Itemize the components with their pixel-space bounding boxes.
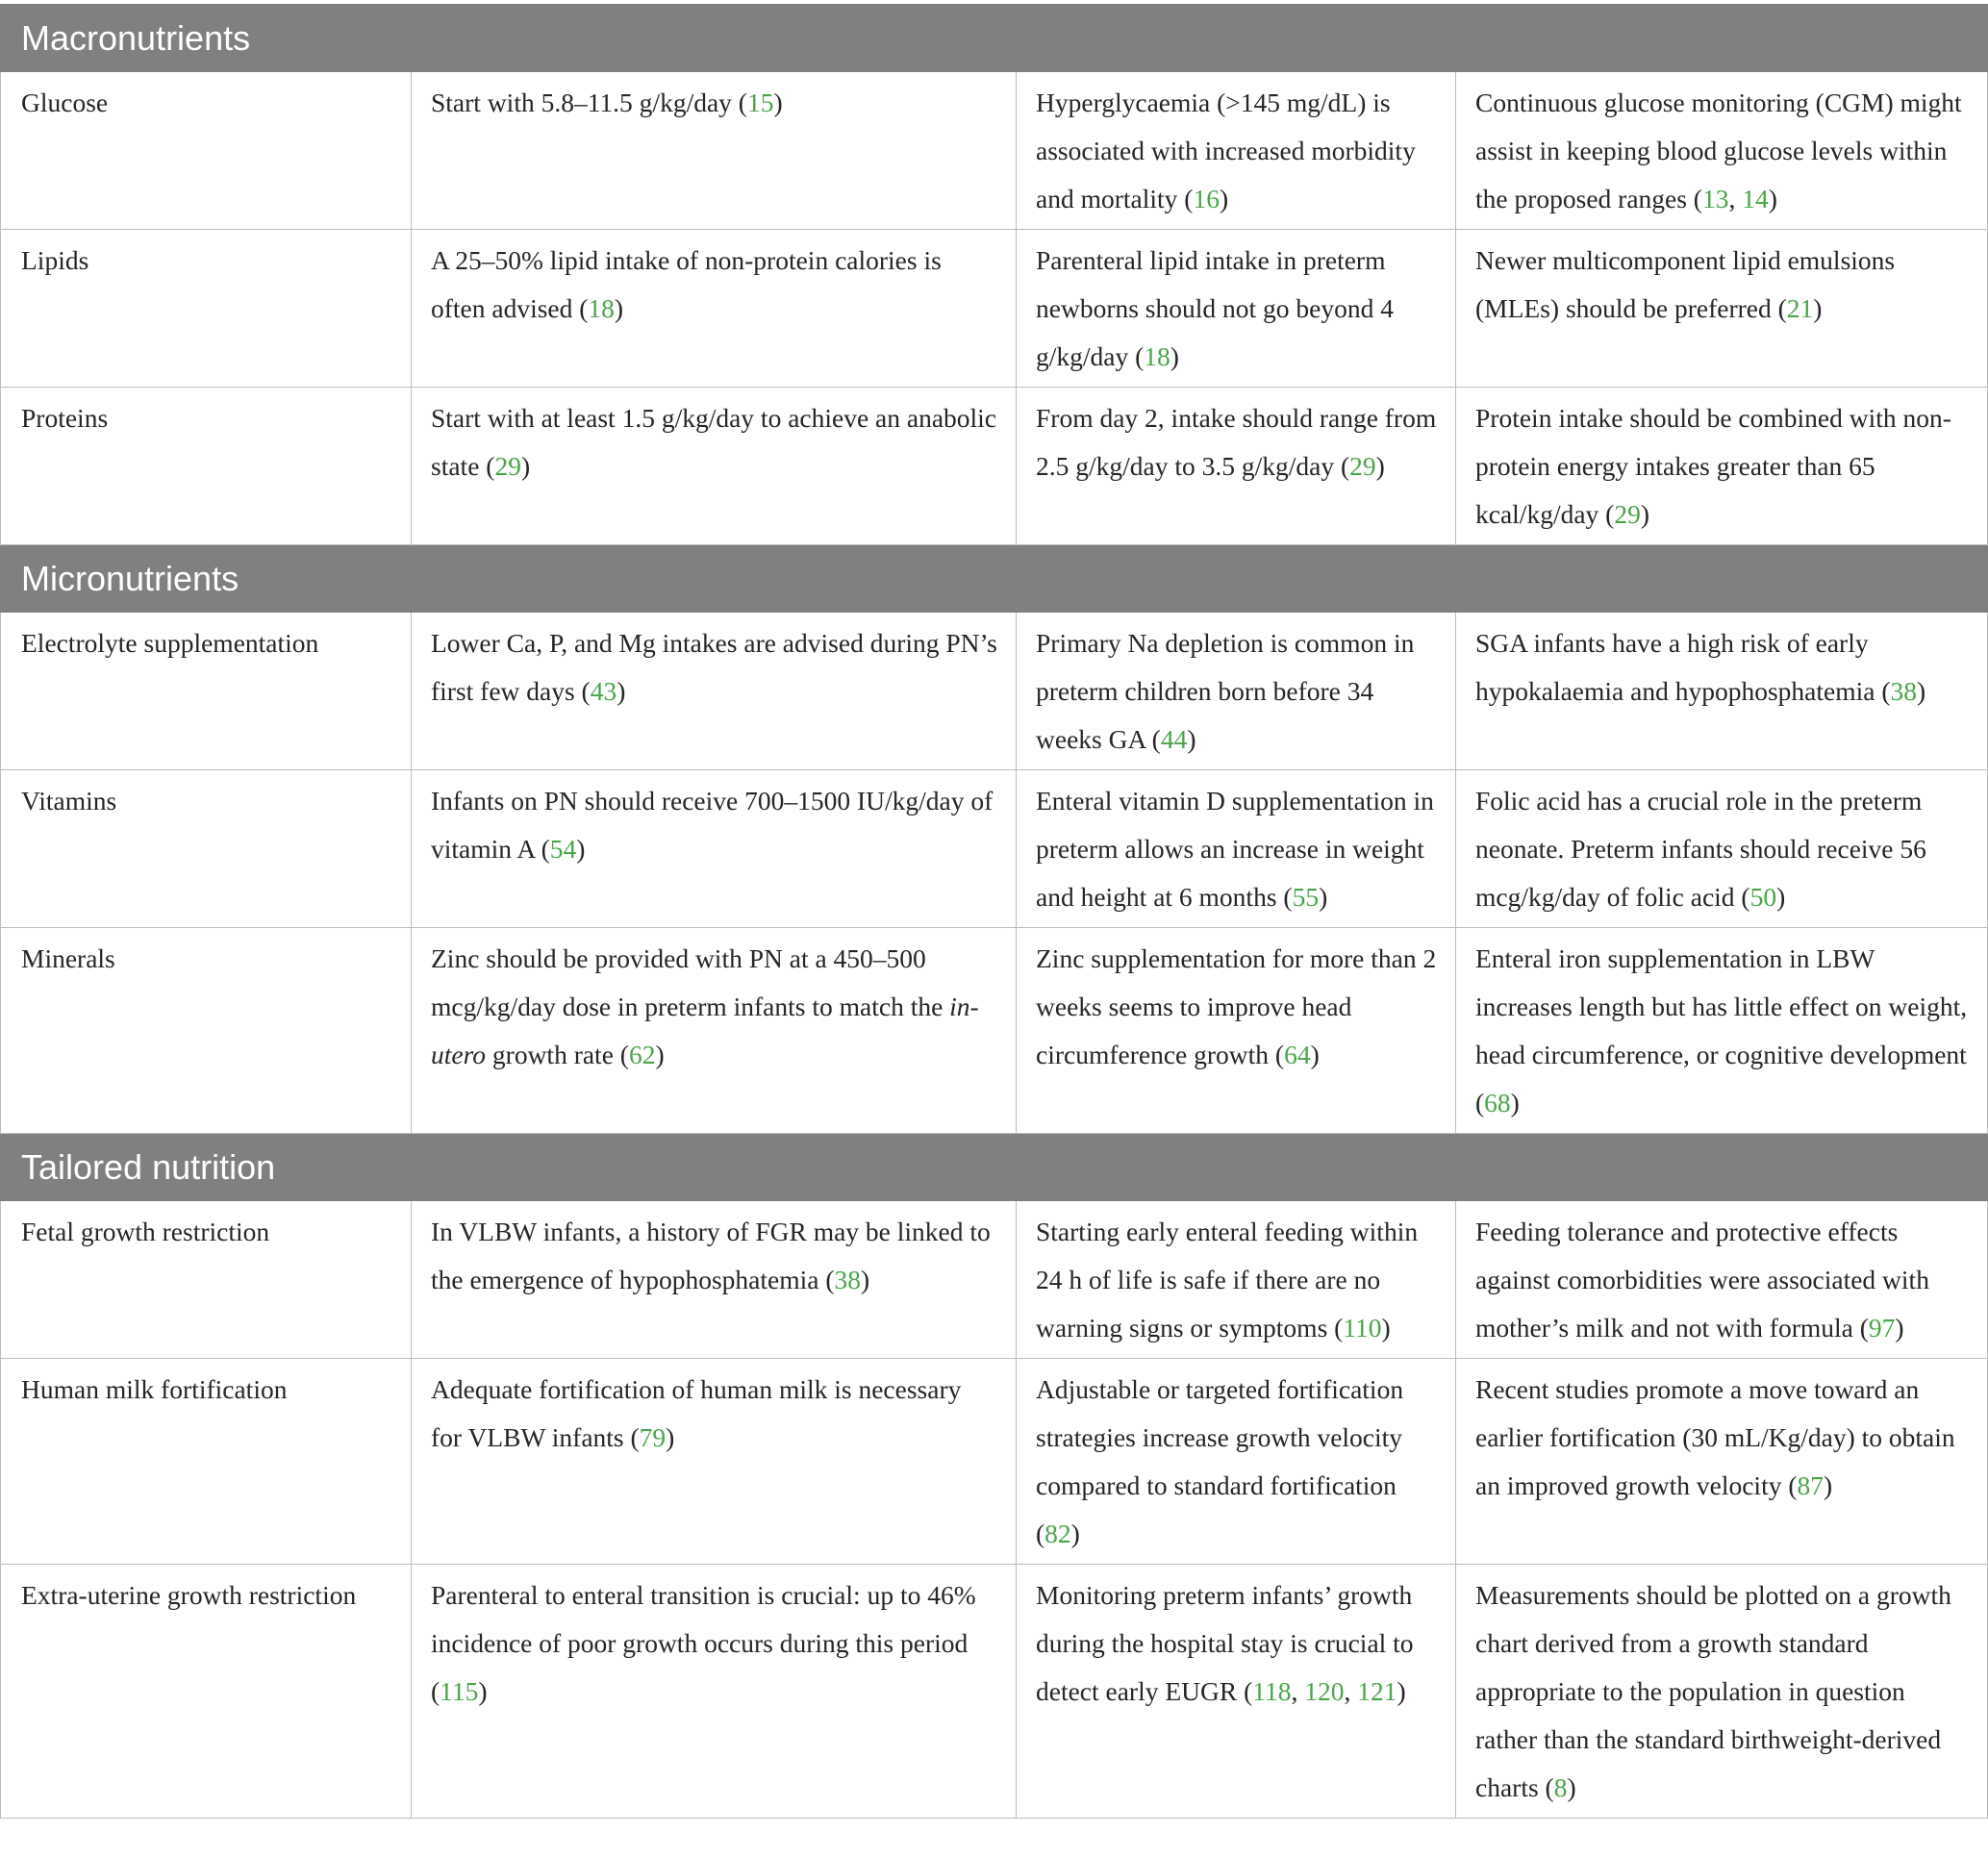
table-cell: [1017, 928, 1456, 1134]
cell-text: Infants on PN should receive 700–1500 IU/kg/day of vitamin A (: [431, 786, 994, 864]
cell-text: Feeding tolerance and protective effects against comorbidities were associated with mother’s milk and not with formula (: [1475, 1217, 1929, 1343]
reference-link[interactable]: 8: [1553, 1772, 1568, 1802]
section-title: Macronutrients: [1, 5, 1988, 72]
reference-link[interactable]: 38: [834, 1265, 861, 1294]
section-header-row: [1, 545, 1988, 613]
cell-text: ): [1397, 1676, 1406, 1706]
cell-text: growth rate (: [486, 1040, 629, 1069]
table-cell: [1017, 72, 1456, 230]
cell-text: Lower Ca, P, and Mg intakes are advised during PN’s first few days (: [431, 628, 997, 706]
table-cell: [1456, 230, 1988, 388]
cell-text: ): [1219, 184, 1229, 213]
cell-text: ): [614, 293, 624, 323]
row-label: Vitamins: [1, 770, 412, 928]
reference-link[interactable]: 29: [494, 451, 521, 481]
reference-link[interactable]: 120: [1304, 1676, 1345, 1706]
cell-text: Parenteral lipid intake in preterm newborns should not go beyond 4 g/kg/day (: [1036, 245, 1394, 371]
reference-link[interactable]: 87: [1797, 1470, 1824, 1500]
cell-text: ): [1776, 882, 1786, 912]
reference-link[interactable]: 110: [1343, 1313, 1382, 1343]
table-row: [1, 613, 1988, 770]
section-title: Tailored nutrition: [1, 1134, 1988, 1201]
table-cell: [412, 928, 1017, 1134]
table-cell: [412, 770, 1017, 928]
cell-text: Monitoring preterm infants’ growth during the hospital stay is crucial to detect early EUGR (: [1036, 1580, 1414, 1706]
row-label: Proteins: [1, 388, 412, 545]
row-label: Glucose: [1, 72, 412, 230]
cell-text: A 25–50% lipid intake of non-protein calories is often advised (: [431, 245, 942, 323]
cell-text: Zinc supplementation for more than 2 weeks seems to improve head circumference growth (: [1036, 943, 1437, 1069]
cell-text: Start with at least 1.5 g/kg/day to achieve an anabolic state (: [431, 403, 997, 481]
cell-text: ,: [1344, 1676, 1358, 1706]
cell-text: ): [1567, 1772, 1576, 1802]
row-label: Electrolyte supplementation: [1, 613, 412, 770]
cell-text: ,: [1728, 184, 1743, 213]
reference-link[interactable]: 15: [746, 88, 774, 117]
reference-link[interactable]: 54: [549, 834, 577, 864]
reference-link[interactable]: 18: [588, 293, 615, 323]
reference-link[interactable]: 38: [1890, 676, 1917, 706]
cell-text: From day 2, intake should range from 2.5 g/kg/day to 3.5 g/kg/day (: [1036, 403, 1437, 481]
cell-text: ): [478, 1676, 488, 1706]
table-cell: [412, 613, 1017, 770]
table-cell: [1017, 1565, 1456, 1819]
reference-link[interactable]: 97: [1868, 1313, 1896, 1343]
table-cell: [1456, 613, 1988, 770]
reference-link[interactable]: 79: [639, 1422, 667, 1452]
table-cell: [1456, 928, 1988, 1134]
cell-text: ): [1813, 293, 1823, 323]
table-cell: [1456, 1201, 1988, 1359]
table-row: [1, 72, 1988, 230]
row-label: Extra-uterine growth restriction: [1, 1565, 412, 1819]
reference-link[interactable]: 62: [628, 1040, 656, 1069]
reference-link[interactable]: 68: [1484, 1088, 1511, 1117]
cell-text: In VLBW infants, a history of FGR may be linked to the emergence of hypophosphatemia (: [431, 1217, 991, 1294]
nutrition-table: [0, 4, 1988, 1819]
reference-link[interactable]: 118: [1252, 1676, 1292, 1706]
table-row: [1, 770, 1988, 928]
cell-text: ): [860, 1265, 870, 1294]
cell-text: Primary Na depletion is common in preterm children born before 34 weeks GA (: [1036, 628, 1415, 754]
reference-link[interactable]: 21: [1786, 293, 1814, 323]
cell-text: ): [1510, 1088, 1520, 1117]
table-cell: [412, 1201, 1017, 1359]
cell-text: Adjustable or targeted fortification strategies increase growth velocity compared to standard fortification (: [1036, 1374, 1404, 1548]
reference-link[interactable]: 64: [1284, 1040, 1311, 1069]
table-cell: [1456, 1359, 1988, 1565]
cell-text: ): [1375, 451, 1385, 481]
cell-text: ): [1310, 1040, 1320, 1069]
table-cell: [412, 388, 1017, 545]
reference-link[interactable]: 82: [1044, 1519, 1071, 1548]
table-cell: [412, 72, 1017, 230]
cell-text: ): [1319, 882, 1328, 912]
table-cell: [1017, 613, 1456, 770]
cell-text: ): [1170, 341, 1179, 371]
cell-text: ): [576, 834, 586, 864]
reference-link[interactable]: 14: [1742, 184, 1769, 213]
cell-text: ): [655, 1040, 665, 1069]
cell-text: Recent studies promote a move toward an earlier fortification (30 mL/Kg/day) to obtain an improved growth velocity (: [1475, 1374, 1955, 1500]
reference-link[interactable]: 44: [1160, 724, 1188, 754]
cell-text: Start with 5.8–11.5 g/kg/day (: [431, 88, 747, 117]
cell-text: ): [617, 676, 626, 706]
table-row: [1, 230, 1988, 388]
table-cell: [1017, 388, 1456, 545]
cell-text: in-utero: [431, 992, 979, 1069]
reference-link[interactable]: 16: [1193, 184, 1220, 213]
table-cell: [1456, 1565, 1988, 1819]
reference-link[interactable]: 55: [1292, 882, 1320, 912]
table-cell: [1017, 230, 1456, 388]
table-cell: [412, 1565, 1017, 1819]
cell-text: SGA infants have a high risk of early hypokalaemia and hypophosphatemia (: [1475, 628, 1891, 706]
cell-text: Hyperglycaemia (>145 mg/dL) is associated with increased morbidity and mortality (: [1036, 88, 1416, 213]
reference-link[interactable]: 29: [1349, 451, 1376, 481]
table-cell: [1017, 1201, 1456, 1359]
cell-text: Enteral iron supplementation in LBW increases length but has little effect on weight, head circumference, or cognitive development (: [1475, 943, 1968, 1117]
cell-text: ): [1768, 184, 1777, 213]
row-label: Minerals: [1, 928, 412, 1134]
cell-text: Newer multicomponent lipid emulsions (MLEs) should be preferred (: [1475, 245, 1896, 323]
cell-text: ): [773, 88, 783, 117]
table-row: [1, 1359, 1988, 1565]
cell-text: Folic acid has a crucial role in the preterm neonate. Preterm infants should receive 56 mcg/kg/day of folic acid (: [1475, 786, 1926, 912]
reference-link[interactable]: 13: [1701, 184, 1729, 213]
cell-text: ,: [1291, 1676, 1305, 1706]
table-cell: [1017, 1359, 1456, 1565]
cell-text: ): [1187, 724, 1196, 754]
table-row: [1, 1201, 1988, 1359]
cell-text: Zinc should be provided with PN at a 450–500 mcg/kg/day dose in preterm infants to match the: [431, 943, 950, 1021]
table-cell: [1456, 72, 1988, 230]
cell-text: Adequate fortification of human milk is necessary for VLBW infants (: [431, 1374, 962, 1452]
cell-text: ): [520, 451, 531, 481]
table-row: [1, 928, 1988, 1134]
cell-text: ): [1895, 1313, 1904, 1343]
table-row: [1, 388, 1988, 545]
cell-text: ): [666, 1422, 675, 1452]
table-cell: [1017, 770, 1456, 928]
section-header-row: [1, 1134, 1988, 1201]
table-cell: [1456, 770, 1988, 928]
cell-text: Measurements should be plotted on a growth chart derived from a growth standard appropriate to the population in question rather than the standard birthweight-derived charts (: [1475, 1580, 1951, 1802]
reference-link[interactable]: 50: [1749, 882, 1777, 912]
reference-link[interactable]: 115: [440, 1676, 479, 1706]
reference-link[interactable]: 43: [590, 676, 617, 706]
cell-text: Parenteral to enteral transition is crucial: up to 46% incidence of poor growth occurs during this period (: [431, 1580, 976, 1706]
table-row: [1, 1565, 1988, 1819]
table-body: [1, 5, 1988, 1819]
cell-text: Protein intake should be combined with non-protein energy intakes greater than 65 kcal/kg/day (: [1475, 403, 1951, 529]
table-cell: [1456, 388, 1988, 545]
table-cell: [412, 230, 1017, 388]
table-cell: [412, 1359, 1017, 1565]
reference-link[interactable]: 18: [1144, 341, 1170, 371]
cell-text: ): [1824, 1470, 1833, 1500]
cell-text: ): [1916, 676, 1926, 706]
section-header-row: [1, 5, 1988, 72]
row-label: Lipids: [1, 230, 412, 388]
row-label: Human milk fortification: [1, 1359, 412, 1565]
cell-text: Continuous glucose monitoring (CGM) might assist in keeping blood glucose levels within the proposed ranges (: [1475, 88, 1962, 213]
cell-text: Starting early enteral feeding within 24 h of life is safe if there are no warning signs or symptoms (: [1036, 1217, 1419, 1343]
cell-text: ): [1640, 499, 1649, 529]
row-label: Fetal growth restriction: [1, 1201, 412, 1359]
cell-text: ): [1381, 1313, 1391, 1343]
reference-link[interactable]: 29: [1614, 499, 1641, 529]
section-title: Micronutrients: [1, 545, 1988, 613]
reference-link[interactable]: 121: [1357, 1676, 1397, 1706]
cell-text: Enteral vitamin D supplementation in preterm allows an increase in weight and height at 6 months (: [1036, 786, 1434, 912]
cell-text: ): [1070, 1519, 1080, 1548]
